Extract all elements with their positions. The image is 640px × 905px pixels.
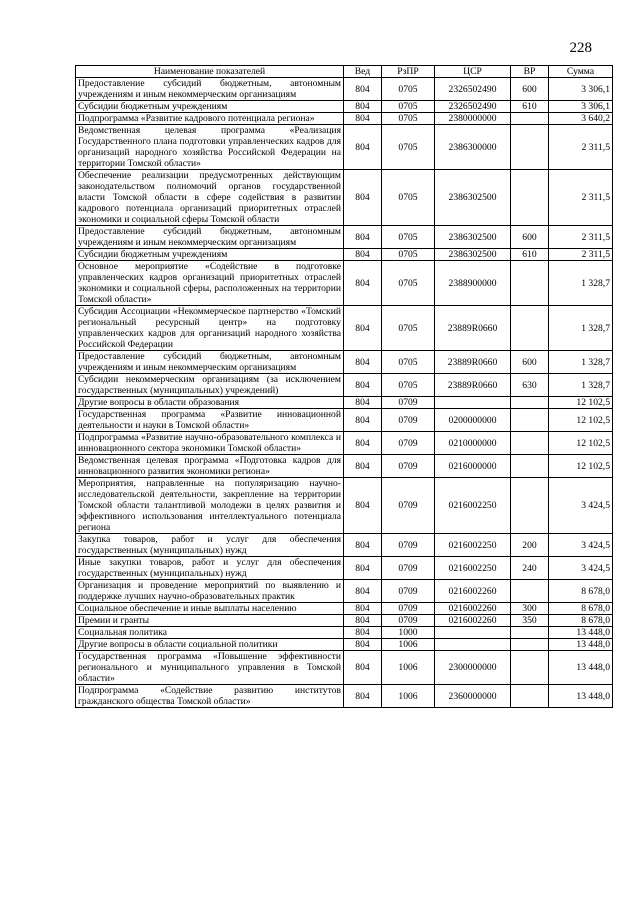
cell-sum: 3 306,1 bbox=[549, 78, 613, 101]
table-row bbox=[76, 125, 613, 170]
cell-ved: 804 bbox=[344, 432, 382, 455]
cell-rzpr: 0709 bbox=[382, 534, 435, 557]
table-row bbox=[76, 534, 613, 557]
cell-name: Субсидия Ассоциации «Некоммерческое партнерство «Томский региональный ресурсный центр» на подготовку управленческих кадров для организаций народного хозяйства Российской Федерации bbox=[76, 306, 344, 351]
cell-csr: 0216002260 bbox=[435, 615, 511, 627]
cell-sum: 12 102,5 bbox=[549, 455, 613, 478]
cell-vr bbox=[511, 651, 549, 685]
cell-csr: 2386302500 bbox=[435, 249, 511, 261]
cell-ved: 804 bbox=[344, 639, 382, 651]
cell-sum: 13 448,0 bbox=[549, 651, 613, 685]
cell-vr bbox=[511, 397, 549, 409]
cell-name: Организация и проведение мероприятий по выявлению и поддержке лучших научно-образовательных практик bbox=[76, 580, 344, 603]
cell-sum: 13 448,0 bbox=[549, 639, 613, 651]
cell-ved: 804 bbox=[344, 478, 382, 534]
table-row bbox=[76, 409, 613, 432]
table-row bbox=[76, 261, 613, 306]
table-row bbox=[76, 306, 613, 351]
table-row bbox=[76, 615, 613, 627]
cell-vr bbox=[511, 455, 549, 478]
cell-name: Субсидии бюджетным учреждениям bbox=[76, 101, 344, 113]
table-row bbox=[76, 455, 613, 478]
cell-ved: 804 bbox=[344, 409, 382, 432]
cell-name: Субсидии некоммерческим организациям (за исключением государственных (муниципальных) учреждений) bbox=[76, 374, 344, 397]
budget-table bbox=[75, 65, 613, 708]
cell-name: Предоставление субсидий бюджетным, автономным учреждениям и иным некоммерческим организациям bbox=[76, 226, 344, 249]
cell-rzpr: 0709 bbox=[382, 557, 435, 580]
cell-rzpr: 0705 bbox=[382, 78, 435, 101]
cell-ved: 804 bbox=[344, 534, 382, 557]
cell-ved: 804 bbox=[344, 261, 382, 306]
cell-ved: 804 bbox=[344, 685, 382, 708]
cell-sum: 3 306,1 bbox=[549, 101, 613, 113]
cell-csr: 2360000000 bbox=[435, 685, 511, 708]
cell-csr bbox=[435, 627, 511, 639]
cell-vr bbox=[511, 580, 549, 603]
cell-rzpr: 0705 bbox=[382, 374, 435, 397]
cell-ved: 804 bbox=[344, 580, 382, 603]
table-row bbox=[76, 226, 613, 249]
cell-name: Субсидии бюджетным учреждениям bbox=[76, 249, 344, 261]
cell-csr: 23889R0660 bbox=[435, 374, 511, 397]
cell-ved: 804 bbox=[344, 101, 382, 113]
cell-rzpr: 0709 bbox=[382, 409, 435, 432]
cell-ved: 804 bbox=[344, 170, 382, 226]
cell-sum: 2 311,5 bbox=[549, 125, 613, 170]
cell-name: Обеспечение реализации предусмотренных действующим законодательством полномочий органов государственной власти Томской области в сфере содействия в развитии кадрового потенциала организаций приоритетных отраслей экономики и социальной сферы Томской области bbox=[76, 170, 344, 226]
cell-vr: 300 bbox=[511, 603, 549, 615]
table-row bbox=[76, 374, 613, 397]
table-row bbox=[76, 639, 613, 651]
cell-name: Предоставление субсидий бюджетным, автономным учреждениям и иным некоммерческим организациям bbox=[76, 351, 344, 374]
cell-csr: 0210000000 bbox=[435, 432, 511, 455]
cell-csr: 23889R0660 bbox=[435, 351, 511, 374]
cell-ved: 804 bbox=[344, 125, 382, 170]
cell-vr bbox=[511, 639, 549, 651]
cell-sum: 12 102,5 bbox=[549, 432, 613, 455]
cell-vr: 240 bbox=[511, 557, 549, 580]
cell-csr: 2326502490 bbox=[435, 78, 511, 101]
cell-vr: 200 bbox=[511, 534, 549, 557]
cell-vr: 610 bbox=[511, 249, 549, 261]
cell-csr: 0216002250 bbox=[435, 478, 511, 534]
cell-name: Государственная программа «Развитие инновационной деятельности и науки в Томской области» bbox=[76, 409, 344, 432]
cell-rzpr: 0705 bbox=[382, 226, 435, 249]
cell-name: Ведомственная целевая программа «Реализация Государственного плана подготовки управленческих кадров для организаций народного хозяйства Российской Федерации на территории Томской области» bbox=[76, 125, 344, 170]
cell-vr bbox=[511, 170, 549, 226]
cell-rzpr: 1006 bbox=[382, 651, 435, 685]
cell-rzpr: 0705 bbox=[382, 101, 435, 113]
cell-csr: 2388900000 bbox=[435, 261, 511, 306]
table-row bbox=[76, 685, 613, 708]
cell-sum: 1 328,7 bbox=[549, 351, 613, 374]
cell-vr: 630 bbox=[511, 374, 549, 397]
cell-csr: 2300000000 bbox=[435, 651, 511, 685]
cell-name: Основное мероприятие «Содействие в подготовке управленческих кадров организаций приоритетных отраслей экономики и социальной сферы, расположенных на территории Томской области» bbox=[76, 261, 344, 306]
cell-rzpr: 0705 bbox=[382, 351, 435, 374]
cell-vr bbox=[511, 125, 549, 170]
cell-vr: 600 bbox=[511, 351, 549, 374]
cell-csr: 0200000000 bbox=[435, 409, 511, 432]
header-sum: Сумма bbox=[549, 66, 613, 78]
table-header-row bbox=[76, 66, 613, 78]
cell-rzpr: 0705 bbox=[382, 249, 435, 261]
table-row bbox=[76, 113, 613, 125]
cell-sum: 1 328,7 bbox=[549, 261, 613, 306]
cell-csr bbox=[435, 397, 511, 409]
page-number: 228 bbox=[569, 40, 592, 56]
cell-vr: 600 bbox=[511, 226, 549, 249]
cell-rzpr: 0709 bbox=[382, 580, 435, 603]
cell-ved: 804 bbox=[344, 249, 382, 261]
cell-ved: 804 bbox=[344, 603, 382, 615]
cell-vr bbox=[511, 261, 549, 306]
cell-vr bbox=[511, 432, 549, 455]
cell-name: Ведомственная целевая программа «Подготовка кадров для инновационного развития экономики региона» bbox=[76, 455, 344, 478]
table-row bbox=[76, 580, 613, 603]
cell-sum: 12 102,5 bbox=[549, 409, 613, 432]
cell-rzpr: 0709 bbox=[382, 432, 435, 455]
cell-vr bbox=[511, 306, 549, 351]
cell-sum: 8 678,0 bbox=[549, 580, 613, 603]
cell-vr bbox=[511, 685, 549, 708]
cell-rzpr: 0709 bbox=[382, 478, 435, 534]
cell-rzpr: 0709 bbox=[382, 615, 435, 627]
cell-name: Другие вопросы в области социальной политики bbox=[76, 639, 344, 651]
table-row bbox=[76, 432, 613, 455]
table-row bbox=[76, 557, 613, 580]
cell-csr: 2386300000 bbox=[435, 125, 511, 170]
cell-ved: 804 bbox=[344, 374, 382, 397]
table-row bbox=[76, 397, 613, 409]
cell-ved: 804 bbox=[344, 226, 382, 249]
cell-sum: 2 311,5 bbox=[549, 170, 613, 226]
cell-rzpr: 0709 bbox=[382, 455, 435, 478]
cell-rzpr: 1006 bbox=[382, 639, 435, 651]
cell-sum: 3 424,5 bbox=[549, 557, 613, 580]
cell-rzpr: 1000 bbox=[382, 627, 435, 639]
cell-rzpr: 0705 bbox=[382, 125, 435, 170]
cell-name: Мероприятия, направленные на популяризацию научно-исследовательской деятельности, закрепление на территории Томской области талантливой молодежи в целях развития и эффективного использования интеллектуального потенциала региона bbox=[76, 478, 344, 534]
cell-vr bbox=[511, 478, 549, 534]
cell-rzpr: 0705 bbox=[382, 113, 435, 125]
cell-sum: 3 424,5 bbox=[549, 534, 613, 557]
cell-sum: 1 328,7 bbox=[549, 306, 613, 351]
cell-ved: 804 bbox=[344, 651, 382, 685]
cell-ved: 804 bbox=[344, 557, 382, 580]
cell-sum: 3 640,2 bbox=[549, 113, 613, 125]
header-name: Наименование показателей bbox=[76, 66, 344, 78]
cell-vr bbox=[511, 113, 549, 125]
cell-vr bbox=[511, 409, 549, 432]
cell-name: Иные закупки товаров, работ и услуг для обеспечения государственных (муниципальных) нужд bbox=[76, 557, 344, 580]
cell-vr: 350 bbox=[511, 615, 549, 627]
cell-ved: 804 bbox=[344, 113, 382, 125]
header-ved: Вед bbox=[344, 66, 382, 78]
table-row bbox=[76, 651, 613, 685]
cell-ved: 804 bbox=[344, 78, 382, 101]
cell-csr: 0216002250 bbox=[435, 534, 511, 557]
cell-rzpr: 0709 bbox=[382, 603, 435, 615]
header-csr: ЦСР bbox=[435, 66, 511, 78]
cell-csr bbox=[435, 639, 511, 651]
cell-name: Подпрограмма «Развитие кадрового потенциала региона» bbox=[76, 113, 344, 125]
cell-ved: 804 bbox=[344, 455, 382, 478]
cell-csr: 2326502490 bbox=[435, 101, 511, 113]
cell-rzpr: 0705 bbox=[382, 261, 435, 306]
table-row bbox=[76, 351, 613, 374]
cell-csr: 0216000000 bbox=[435, 455, 511, 478]
cell-csr: 0216002260 bbox=[435, 580, 511, 603]
cell-name: Социальная политика bbox=[76, 627, 344, 639]
cell-csr: 2386302500 bbox=[435, 170, 511, 226]
table-row bbox=[76, 101, 613, 113]
cell-name: Государственная программа «Повышение эффективности регионального и муниципального управления в Томской области» bbox=[76, 651, 344, 685]
cell-ved: 804 bbox=[344, 397, 382, 409]
cell-csr: 23889R0660 bbox=[435, 306, 511, 351]
header-rzpr: РзПР bbox=[382, 66, 435, 78]
cell-sum: 8 678,0 bbox=[549, 603, 613, 615]
cell-ved: 804 bbox=[344, 615, 382, 627]
table-row bbox=[76, 249, 613, 261]
cell-name: Подпрограмма «Содействие развитию институтов гражданского общества Томской области» bbox=[76, 685, 344, 708]
cell-ved: 804 bbox=[344, 351, 382, 374]
cell-csr: 2386302500 bbox=[435, 226, 511, 249]
cell-sum: 13 448,0 bbox=[549, 627, 613, 639]
cell-rzpr: 0705 bbox=[382, 306, 435, 351]
cell-rzpr: 0705 bbox=[382, 170, 435, 226]
cell-ved: 804 bbox=[344, 306, 382, 351]
table-row bbox=[76, 170, 613, 226]
cell-name: Подпрограмма «Развитие научно-образовательного комплекса и инновационного сектора экономики Томской области» bbox=[76, 432, 344, 455]
cell-rzpr: 1006 bbox=[382, 685, 435, 708]
cell-name: Другие вопросы в области образования bbox=[76, 397, 344, 409]
cell-vr: 610 bbox=[511, 101, 549, 113]
cell-sum: 2 311,5 bbox=[549, 226, 613, 249]
table-row bbox=[76, 627, 613, 639]
cell-name: Социальное обеспечение и иные выплаты населению bbox=[76, 603, 344, 615]
cell-sum: 3 424,5 bbox=[549, 478, 613, 534]
cell-sum: 2 311,5 bbox=[549, 249, 613, 261]
cell-vr: 600 bbox=[511, 78, 549, 101]
cell-csr: 0216002250 bbox=[435, 557, 511, 580]
cell-name: Закупка товаров, работ и услуг для обеспечения государственных (муниципальных) нужд bbox=[76, 534, 344, 557]
cell-csr: 0216002260 bbox=[435, 603, 511, 615]
cell-sum: 13 448,0 bbox=[549, 685, 613, 708]
table-row bbox=[76, 603, 613, 615]
cell-sum: 8 678,0 bbox=[549, 615, 613, 627]
cell-vr bbox=[511, 627, 549, 639]
cell-csr: 2380000000 bbox=[435, 113, 511, 125]
header-vr: ВР bbox=[511, 66, 549, 78]
cell-sum: 12 102,5 bbox=[549, 397, 613, 409]
cell-rzpr: 0709 bbox=[382, 397, 435, 409]
table-row bbox=[76, 478, 613, 534]
cell-sum: 1 328,7 bbox=[549, 374, 613, 397]
table-row bbox=[76, 78, 613, 101]
cell-ved: 804 bbox=[344, 627, 382, 639]
cell-name: Предоставление субсидий бюджетным, автономным учреждениям и иным некоммерческим организациям bbox=[76, 78, 344, 101]
cell-name: Премии и гранты bbox=[76, 615, 344, 627]
